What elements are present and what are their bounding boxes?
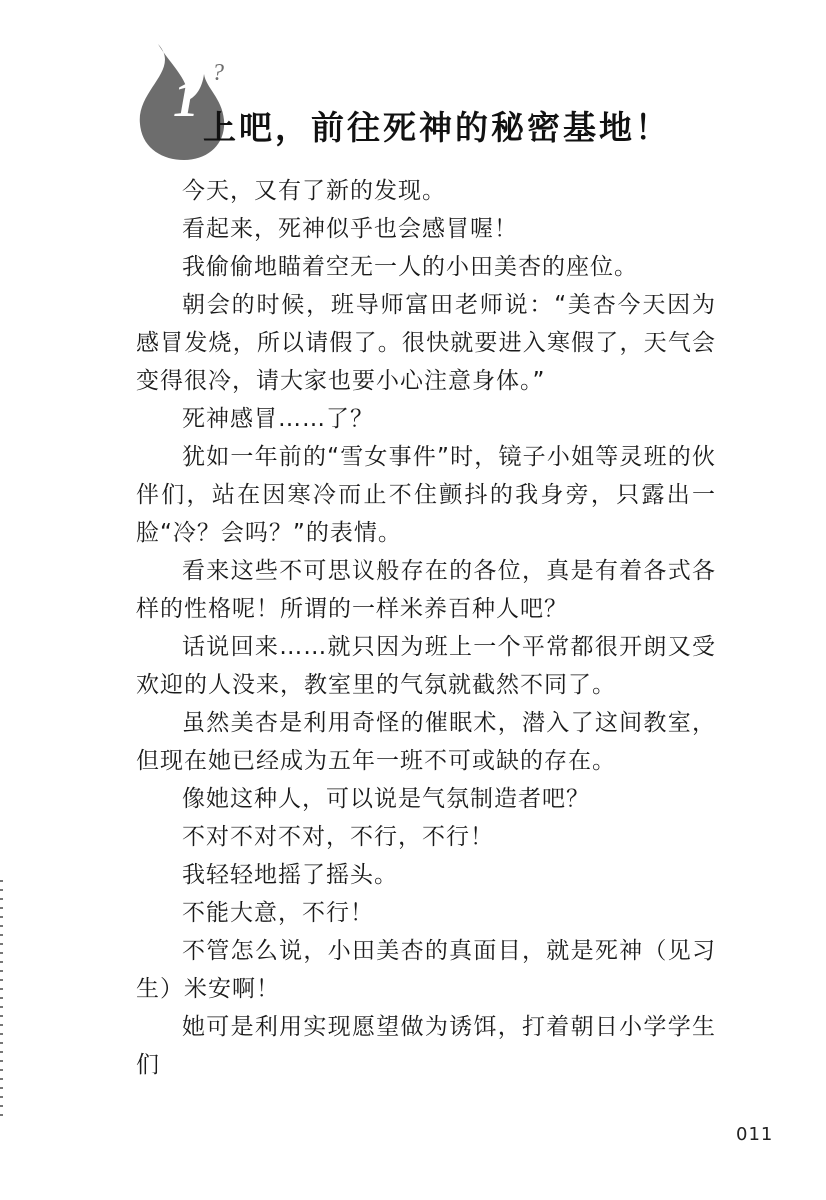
paragraph: 死神感冒……了？ bbox=[182, 406, 374, 432]
chapter-title: 上吧，前往死神的秘密基地！ bbox=[203, 108, 671, 147]
paragraph: 看起来，死神似乎也会感冒喔！ bbox=[182, 216, 518, 242]
question-mark-glyph: ? bbox=[212, 60, 224, 86]
chapter-header bbox=[130, 40, 770, 170]
page-number: 011 bbox=[736, 1124, 774, 1145]
paragraph: 虽然美杏是利用奇怪的催眠术，潜入了这间教室，但现在她已经成为五年一班不可或缺的存在。 bbox=[136, 710, 716, 774]
body-text bbox=[136, 172, 716, 1084]
paragraph: 话说回来……就只因为班上一个平常都很开朗又受欢迎的人没来，教室里的气氛就截然不同了。 bbox=[136, 634, 716, 698]
chapter-number: 1 bbox=[173, 71, 199, 128]
paragraph: 不能大意，不行！ bbox=[182, 900, 374, 926]
paragraph: 看来这些不可思议般存在的各位，真是有着各式各样的性格呢！所谓的一样米养百种人吧？ bbox=[136, 558, 716, 622]
paragraph: 像她这种人，可以说是气氛制造者吧？ bbox=[182, 786, 590, 812]
paragraph: 她可是利用实现愿望做为诱饵，打着朝日小学学生们 bbox=[136, 1014, 716, 1078]
paragraph: 朝会的时候，班导师富田老师说：“美杏今天因为感冒发烧，所以请假了。很快就要进入寒假了，天气会变得很冷，请大家也要小心注意身体。” bbox=[136, 292, 716, 394]
paragraph: 犹如一年前的“雪女事件”时，镜子小姐等灵班的伙伴们，站在因寒冷而止不住颤抖的我身旁，只露出一脸“冷？会吗？”的表情。 bbox=[136, 444, 716, 546]
paragraph: 我偷偷地瞄着空无一人的小田美杏的座位。 bbox=[182, 254, 638, 280]
paragraph: 不对不对不对，不行，不行！ bbox=[182, 824, 494, 850]
binding-edge-marks bbox=[0, 880, 3, 1120]
paragraph: 今天，又有了新的发现。 bbox=[182, 178, 446, 204]
paragraph: 我轻轻地摇了摇头。 bbox=[182, 862, 398, 888]
paragraph: 不管怎么说，小田美杏的真面目，就是死神（见习生）米安啊！ bbox=[136, 938, 716, 1002]
